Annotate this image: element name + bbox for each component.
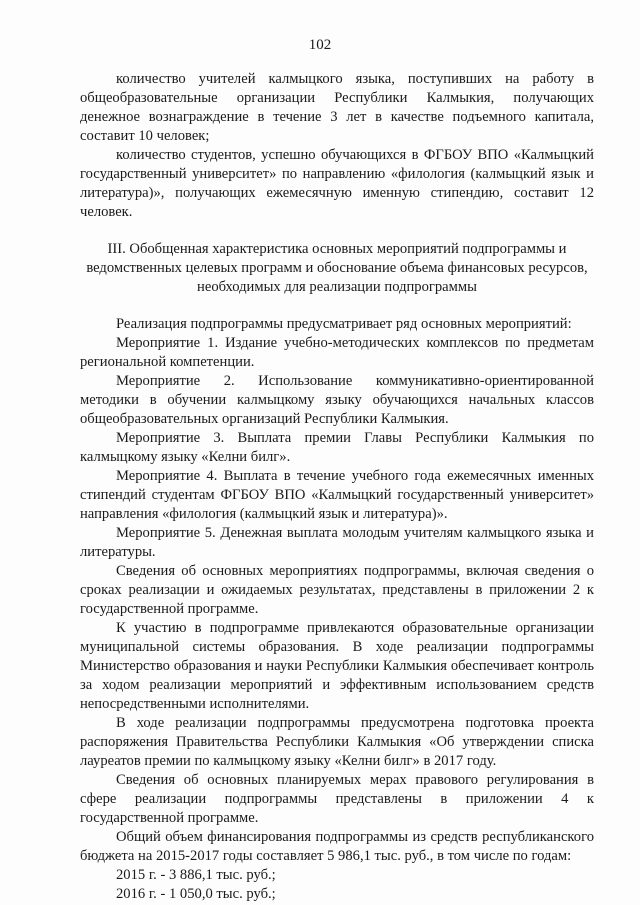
body-paragraph: Мероприятие 4. Выплата в течение учебного года ежемесячных именных стипендий студентам ФГБОУ ВПО «Калмыцкий государственный университет» направления «филология (калмыцкий язык и литература)». [80, 468, 594, 522]
section-heading-line: ведомственных целевых программ и обоснование объема финансовых ресурсов, [86, 260, 588, 276]
body-paragraph: Реализация подпрограммы предусматривает ряд основных мероприятий: [116, 316, 572, 332]
body-paragraph: К участию в подпрограмме привлекаются образовательные организации муниципальной системы образования. В ходе реализации подпрограммы Министерство образования и науки Республики Калмыкия обеспечивает контроль за ходом реализации мероприятий и эффективным использованием средств непосредственными исполнителями. [80, 620, 594, 712]
body-paragraph: Мероприятие 3. Выплата премии Главы Республики Калмыкия по калмыцкому языку «Келни билг». [80, 430, 594, 465]
body-paragraph: Сведения об основных планируемых мерах правового регулирования в сфере реализации подпрограммы представлены в приложении 4 к государственной программе. [80, 772, 594, 826]
body-paragraph: Мероприятие 2. Использование коммуникативно-ориентированной методики в обучении калмыцкому языку обучающихся начальных классов общеобразовательных организаций Республики Калмыкия. [80, 373, 594, 427]
body-block [80, 315, 594, 904]
yearly-amount: 2016 г. - 1 050,0 тыс. руб.; [116, 886, 276, 902]
yearly-amount: 2015 г. - 3 886,1 тыс. руб.; [116, 867, 276, 883]
body-paragraph: В ходе реализации подпрограммы предусмотрена подготовка проекта распоряжения Правительства Республики Калмыкия «Об утверждении списка лауреатов премии по калмыцкому языку «Келни билг» в 2017 году. [80, 715, 594, 769]
body-paragraph: Сведения об основных мероприятиях подпрограммы, включая сведения о сроках реализации и ожидаемых результатах, представлены в приложении 2 к государственной программе. [80, 563, 594, 617]
body-paragraph: Мероприятие 1. Издание учебно-методических комплексов по предметам региональной компетенции. [80, 335, 594, 370]
body-paragraph: Общий объем финансирования подпрограммы из средств республиканского бюджета на 2015-2017 годы составляет 5 986,1 тыс. руб., в том числе по годам: [80, 829, 594, 864]
body-paragraph: Мероприятие 5. Денежная выплата молодым учителям калмыцкого языка и литературы. [80, 525, 594, 560]
section-heading-line: необходимых для реализации подпрограммы [197, 279, 477, 295]
page-content [80, 70, 594, 904]
section-heading [80, 240, 594, 297]
intro-block [80, 70, 594, 222]
intro-paragraph: количество учителей калмыцкого языка, поступивших на работу в общеобразовательные организации Республики Калмыкия, получающих денежное вознаграждение в течение 3 лет в качестве подъемного капитала, составит 10 человек; [80, 71, 594, 144]
intro-paragraph: количество студентов, успешно обучающихся в ФГБОУ ВПО «Калмыцкий государственный университет» по направлению «филология (калмыцкий язык и литература)», получающих ежемесячную именную стипендию, составит 12 человек. [80, 147, 594, 220]
page-number: 102 [308, 37, 332, 53]
section-heading-line: III. Обобщенная характеристика основных мероприятий подпрограммы и [107, 241, 567, 257]
